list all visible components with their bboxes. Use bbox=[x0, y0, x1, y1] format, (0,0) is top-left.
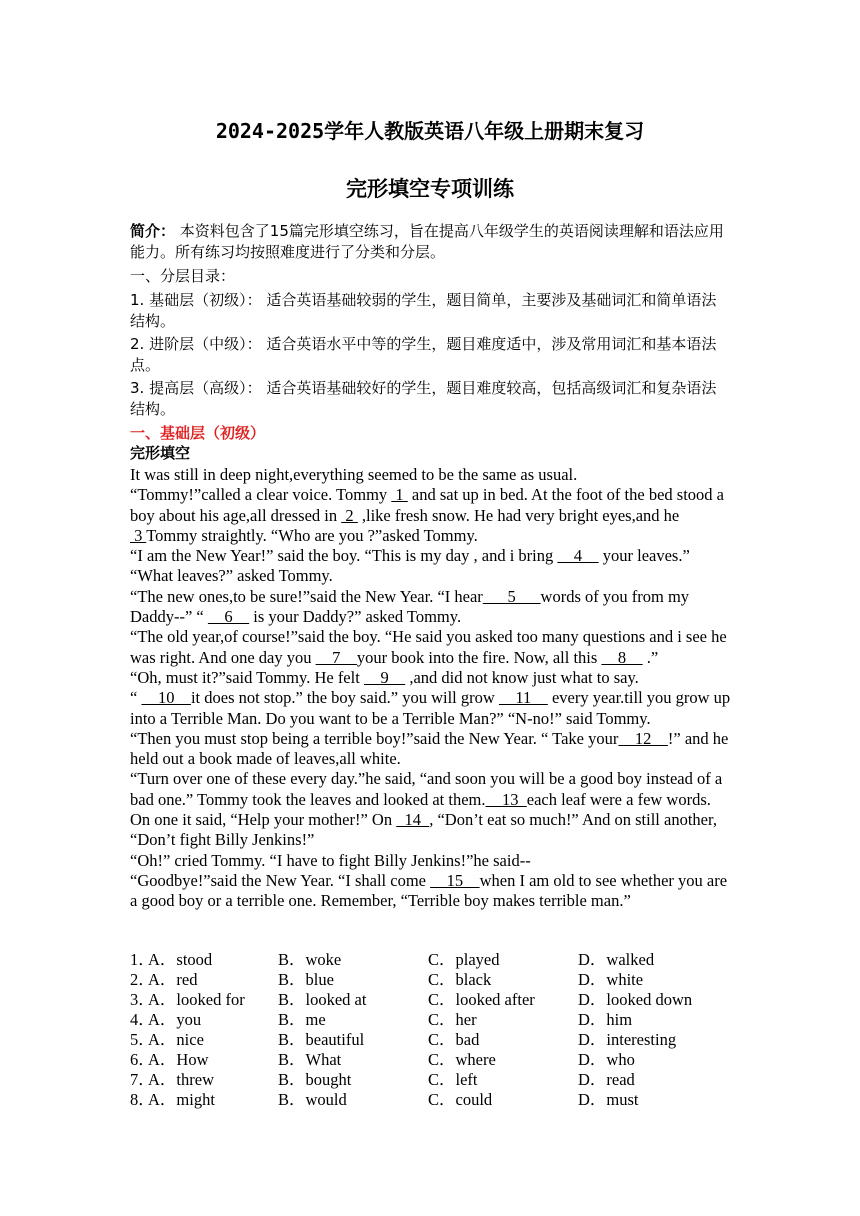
option-a: A．red bbox=[148, 970, 198, 989]
passage-paragraph bbox=[130, 485, 735, 546]
option-c: C．bad bbox=[428, 1030, 480, 1049]
passage-text: and sat up in bed. At the foot of the bed stood a boy about his age,all dressed in bbox=[130, 485, 724, 525]
option-row bbox=[130, 1070, 730, 1090]
option-b: B．would bbox=[278, 1090, 347, 1109]
passage-text: your book into the fire. Now, all this bbox=[356, 647, 602, 667]
blank-11: 11 bbox=[498, 688, 548, 708]
option-row bbox=[130, 950, 730, 970]
passage-text: “ bbox=[130, 688, 142, 708]
option-c: C．her bbox=[428, 1010, 477, 1029]
question-number: 3． bbox=[130, 990, 155, 1009]
passage-paragraph bbox=[130, 627, 735, 668]
passage-text: when I am old to see whether you are a good boy or a terrible one. Remember, “Terrible boy makes terrible man.” bbox=[130, 870, 728, 911]
option-d: D．him bbox=[578, 1010, 633, 1029]
option-d: D．walked bbox=[578, 950, 655, 969]
option-d: D．who bbox=[578, 1050, 635, 1069]
passage-text: “Goodbye!”said the New Year. “I shall come bbox=[130, 870, 431, 890]
document-subtitle: 完形填空专项训练 bbox=[346, 176, 514, 201]
passage-text: “The new ones,to be sure!”said the New Year. “I hear bbox=[130, 586, 483, 606]
blank-14: 14 bbox=[396, 810, 430, 830]
passage-text: words of you from my Daddy--” “ bbox=[130, 586, 690, 627]
question-number: 1． bbox=[130, 950, 155, 969]
blank-7: 7 bbox=[315, 647, 357, 667]
cloze-passage bbox=[130, 465, 735, 912]
passage-text: is your Daddy?” asked Tommy. bbox=[249, 607, 462, 627]
passage-text: .” bbox=[642, 647, 659, 667]
option-a: A．looked for bbox=[148, 990, 245, 1009]
toc-item-3: 3. 提高层（高级）： 适合英语基础较好的学生，题目难度较高，包括高级词汇和复杂语法结构。 bbox=[130, 379, 717, 418]
blank-9: 9 bbox=[363, 667, 406, 687]
blank-15: 15 bbox=[430, 870, 480, 890]
passage-paragraph bbox=[130, 871, 735, 912]
passage-text: “The old year,of course!”said the boy. “He said you asked too many questions and i see he was right. And one day you bbox=[130, 627, 727, 667]
passage-paragraph bbox=[130, 587, 735, 628]
passage-text: ,like fresh snow. He had very bright eyes,and he bbox=[357, 505, 680, 525]
passage-line: “Oh!” cried Tommy. “I have to fight Billy Jenkins!”he said-- bbox=[130, 850, 531, 870]
option-a: A．nice bbox=[148, 1030, 204, 1049]
question-number: 6． bbox=[130, 1050, 155, 1069]
option-row bbox=[130, 990, 730, 1010]
passage-paragraph bbox=[130, 729, 735, 770]
option-c: C．could bbox=[428, 1090, 493, 1109]
toc-item-1: 1. 基础层（初级）： 适合英语基础较弱的学生，题目简单，主要涉及基础词汇和简单语法结构。 bbox=[130, 291, 717, 330]
option-b: B．beautiful bbox=[278, 1030, 365, 1049]
passage-line: It was still in deep night,everything seemed to be the same as usual. bbox=[130, 465, 578, 484]
option-b: B．blue bbox=[278, 970, 334, 989]
blank-12: 12 bbox=[618, 728, 668, 748]
option-d: D．must bbox=[578, 1090, 639, 1109]
option-row bbox=[130, 1090, 730, 1110]
blank-5: 5 bbox=[482, 586, 541, 606]
passage-text: ,and did not know just what to say. bbox=[405, 667, 639, 687]
option-row bbox=[130, 970, 730, 990]
option-b: B．me bbox=[278, 1010, 326, 1029]
blank-2: 2 bbox=[341, 505, 358, 525]
question-number: 2． bbox=[130, 970, 155, 989]
option-c: C．black bbox=[428, 970, 492, 989]
option-a: A．threw bbox=[148, 1070, 214, 1089]
document-title: 2024-2025学年人教版英语八年级上册期末复习 bbox=[215, 119, 645, 143]
option-c: C．where bbox=[428, 1050, 496, 1069]
option-c: C．played bbox=[428, 950, 500, 969]
question-number: 4． bbox=[130, 1010, 155, 1029]
intro-label: 简介： bbox=[130, 222, 176, 240]
passage-text: it does not stop.” the boy said.” you will grow bbox=[190, 688, 499, 708]
passage-text: “Oh, must it?”said Tommy. He felt bbox=[130, 667, 364, 687]
passage-text: !” and he held out a book made of leaves,all white. bbox=[130, 728, 729, 769]
option-a: A．How bbox=[148, 1050, 209, 1069]
toc-item-2: 2. 进阶层（中级）： 适合英语水平中等的学生，题目难度适中，涉及常用词汇和基本语法点。 bbox=[130, 335, 717, 374]
option-a: A．might bbox=[148, 1090, 215, 1109]
option-d: D．interesting bbox=[578, 1030, 677, 1049]
question-number: 7． bbox=[130, 1070, 155, 1089]
intro-paragraph bbox=[130, 221, 730, 263]
option-row bbox=[130, 1030, 730, 1050]
option-a: A．you bbox=[148, 1010, 202, 1029]
option-d: D．white bbox=[578, 970, 644, 989]
option-d: D．looked down bbox=[578, 990, 693, 1009]
passage-paragraph bbox=[130, 668, 735, 688]
option-b: B．looked at bbox=[278, 990, 367, 1009]
passage-text: your leaves.” “What leaves?” asked Tommy. bbox=[130, 546, 690, 586]
passage-text: “Tommy!”called a clear voice. Tommy bbox=[130, 485, 392, 505]
blank-6: 6 bbox=[207, 607, 250, 627]
blank-4: 4 bbox=[557, 546, 599, 566]
option-a: A．stood bbox=[148, 950, 213, 969]
question-number: 8． bbox=[130, 1090, 155, 1109]
option-b: B．bought bbox=[278, 1070, 352, 1089]
passage-paragraph bbox=[130, 546, 735, 587]
blank-10: 10 bbox=[141, 688, 191, 708]
passage-text: Tommy straightly. “Who are you ?”asked Tommy. bbox=[146, 525, 478, 545]
option-d: D．read bbox=[578, 1070, 635, 1089]
option-row bbox=[130, 1010, 730, 1030]
passage-paragraph bbox=[130, 688, 735, 729]
cloze-heading: 完形填空 bbox=[130, 444, 191, 462]
intro-text: 本资料包含了15篇完形填空练习，旨在提高八年级学生的英语阅读理解和语法应用能力。所有练习均按照难度进行了分类和分层。 bbox=[130, 222, 724, 261]
option-c: C．looked after bbox=[428, 990, 535, 1009]
option-b: B．What bbox=[278, 1050, 342, 1069]
passage-text: each leaf were a few words. On one it said, “Help your mother!” On bbox=[130, 789, 711, 830]
passage-text: “I am the New Year!” said the boy. “This is my day , and i bring bbox=[130, 546, 558, 566]
question-number: 5． bbox=[130, 1030, 155, 1049]
section-heading: 一、基础层（初级） bbox=[130, 424, 266, 442]
option-c: C．left bbox=[428, 1070, 478, 1089]
blank-8: 8 bbox=[601, 647, 643, 667]
passage-paragraph bbox=[130, 769, 735, 850]
passage-text: , “Don’t eat so much!” And on still another, “Don’t fight Billy Jenkins!” bbox=[130, 810, 717, 850]
option-b: B．woke bbox=[278, 950, 342, 969]
toc-heading: 一、分层目录： bbox=[130, 267, 236, 285]
blank-13: 13 bbox=[485, 789, 527, 809]
passage-text: every year.till you grow up into a Terrible Man. Do you want to be a Terrible Man?” “N-no!” said Tommy. bbox=[130, 688, 731, 728]
blank-3: 3 bbox=[130, 525, 147, 545]
passage-text: “Then you must stop being a terrible boy!”said the New Year. “ Take your bbox=[130, 728, 619, 748]
option-row bbox=[130, 1050, 730, 1070]
blank-1: 1 bbox=[391, 485, 408, 505]
passage-text: “Turn over one of these every day.”he said, “and soon you will be a good boy instead of a bad one.” Tommy took the leaves and looked at them. bbox=[130, 769, 723, 809]
